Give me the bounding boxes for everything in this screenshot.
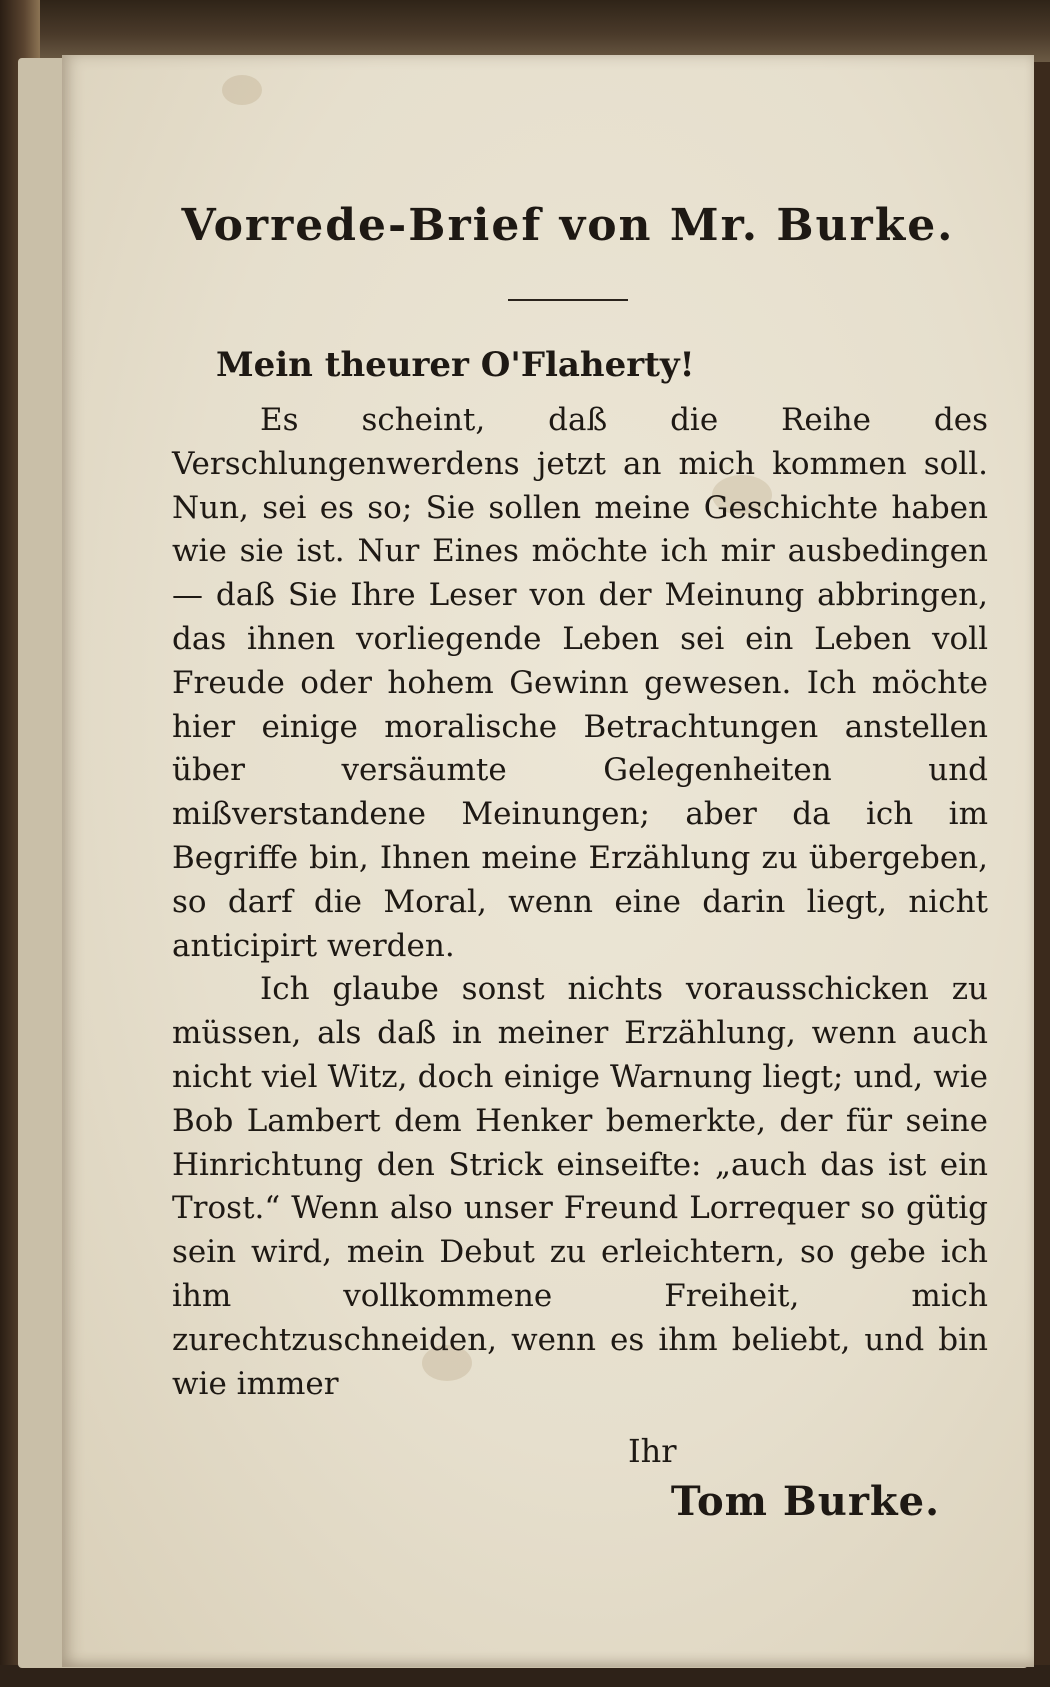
age-spot: [222, 75, 262, 105]
letter-title: Vorrede-Brief von Mr. Burke.: [181, 200, 955, 251]
closing: Ihr: [628, 1432, 677, 1471]
letter-content: [108, 190, 988, 1525]
paragraph: Ich glaube sonst nichts vorausschicken zu müssen, als daß in meiner Erzählung, wenn auch nicht viel Witz, doch einige Warnung liegt; und, wie Bob Lambert dem Henker bemerkte, der für seine Hinrichtung den Strick einseifte: „auch das ist ein Trost.“ Wenn also unser Freund Lorrequer so gütig sein wird, mein Debut zu erleichtern, so gebe ich ihm vollkommene Freiheit, mich zurechtzuschneiden, wenn es ihm beliebt, und bin wie immer: [172, 971, 988, 1402]
paragraph: Es scheint, daß die Reihe des Verschlungenwerdens jetzt an mich kommen soll. Nun, sei es so; Sie sollen meine Geschichte haben wie sie ist. Nur Eines möchte ich mir ausbedingen — daß Sie Ihre Leser von der Meinung abbringen, das ihnen vorliegende Leben sei ein Leben voll Freude oder hohem Gewinn gewesen. Ich möchte hier einige moralische Betrachtungen anstellen über versäumte Gelegenheiten und mißverstandene Meinungen; aber da ich im Begriffe bin, Ihnen meine Erzählung zu übergeben, so darf die Moral, wenn eine darin liegt, nicht anticipirt werden.: [172, 402, 988, 964]
book-cover-bottom: [0, 1665, 1050, 1687]
book-cover-top: [0, 0, 1050, 62]
title-divider: [508, 299, 628, 301]
signature: Tom Burke.: [670, 1478, 940, 1526]
letter-body: [172, 399, 988, 1406]
salutation: Mein theurer O'Flaherty!: [216, 345, 695, 385]
